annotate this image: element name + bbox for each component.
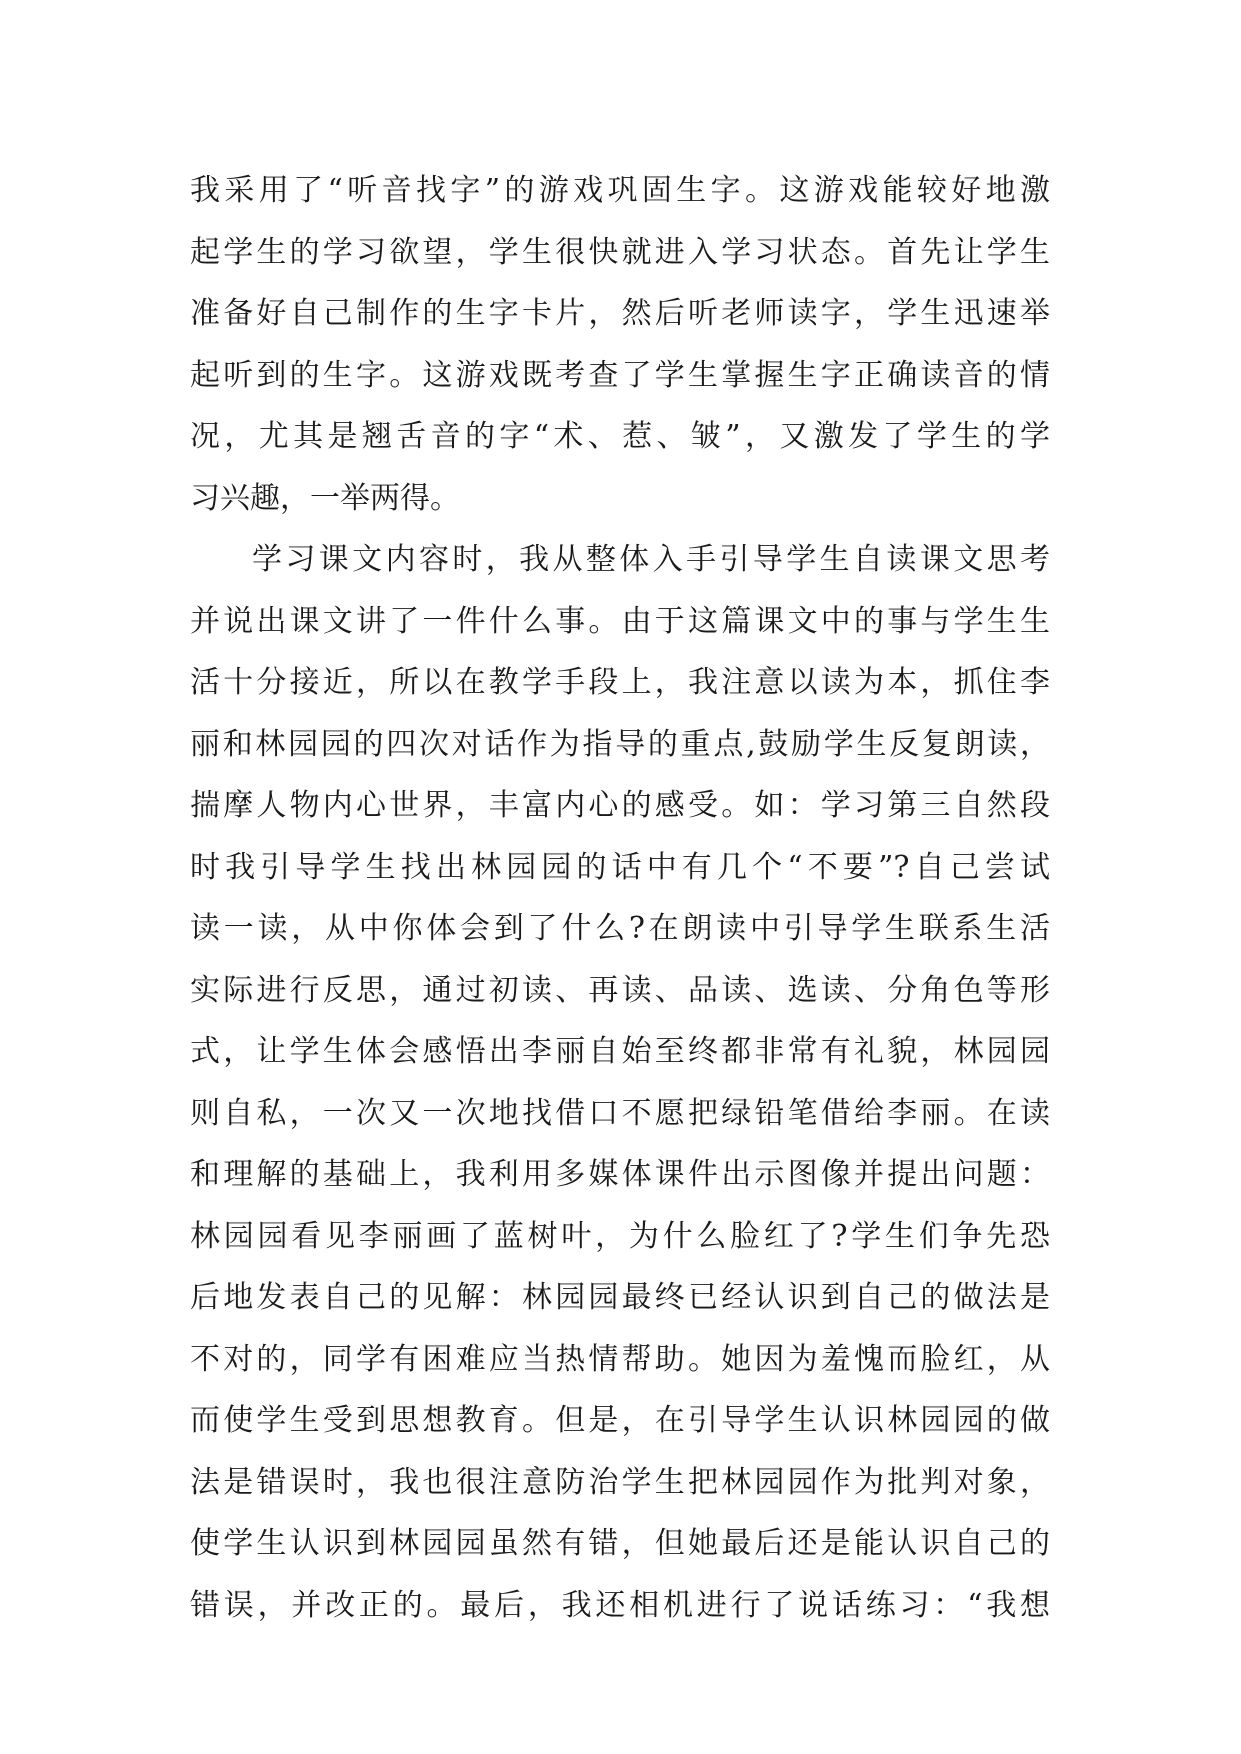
text-line: 和理解的基础上，我利用多媒体课件出示图像并提出问题：	[190, 1157, 1050, 1192]
text-line: 式，让学生体会感悟出李丽自始至终都非常有礼貌，林园园	[190, 1034, 1050, 1069]
text-line: 后地发表自己的见解：林园园最终已经认识到自己的做法是	[190, 1280, 1050, 1315]
text-line: 林园园看见李丽画了蓝树叶，为什么脸红了?学生们争先恐	[190, 1218, 1050, 1254]
text-line: 错误，并改正的。最后，我还相机进行了说话练习：“我想	[190, 1587, 1050, 1623]
paragraph-2	[190, 529, 1050, 1636]
text-line: 活十分接近，所以在教学手段上，我注意以读为本，抓住李	[190, 665, 1050, 700]
text-line: 起听到的生字。这游戏既考查了学生掌握生字正确读音的情	[190, 357, 1050, 393]
text-line: 时我引导学生找出林园园的话中有几个“不要”?自己尝试	[190, 849, 1050, 885]
body-text	[190, 160, 1050, 1636]
text-line: 揣摩人物内心世界，丰富内心的感受。如：学习第三自然段	[190, 788, 1050, 823]
text-line: 使学生认识到林园园虽然有错，但她最后还是能认识自己的	[190, 1526, 1050, 1561]
text-line: 而使学生受到思想教育。但是，在引导学生认识林园园的做	[190, 1403, 1050, 1438]
text-line: 丽和林园园的四次对话作为指导的重点,鼓励学生反复朗读，	[190, 726, 1050, 762]
text-line: 准备好自己制作的生字卡片，然后听老师读字，学生迅速举	[190, 296, 1050, 331]
text-line: 实际进行反思，通过初读、再读、品读、选读、分角色等形	[190, 972, 1050, 1008]
text-line: 习兴趣，一举两得。	[190, 480, 460, 516]
text-line: 我采用了“听音找字”的游戏巩固生字。这游戏能较好地激	[190, 173, 1050, 208]
text-line: 起学生的学习欲望，学生很快就进入学习状态。首先让学生	[190, 234, 1050, 270]
text-line: 读一读，从中你体会到了什么?在朗读中引导学生联系生活	[190, 911, 1050, 946]
text-line: 不对的，同学有困难应当热情帮助。她因为羞愧而脸红，从	[190, 1341, 1050, 1377]
text-line: 则自私，一次又一次地找借口不愿把绿铅笔借给李丽。在读	[190, 1095, 1050, 1131]
text-line: 并说出课文讲了一件什么事。由于这篇课文中的事与学生生	[190, 603, 1050, 639]
text-line: 况，尤其是翘舌音的字“术、惹、皱”，又激发了学生的学	[190, 419, 1050, 454]
text-line: 法是错误时，我也很注意防治学生把林园园作为批判对象，	[190, 1464, 1050, 1500]
text-line: 学习课文内容时，我从整体入手引导学生自读课文思考	[252, 542, 1050, 577]
paragraph-1	[190, 160, 1050, 529]
